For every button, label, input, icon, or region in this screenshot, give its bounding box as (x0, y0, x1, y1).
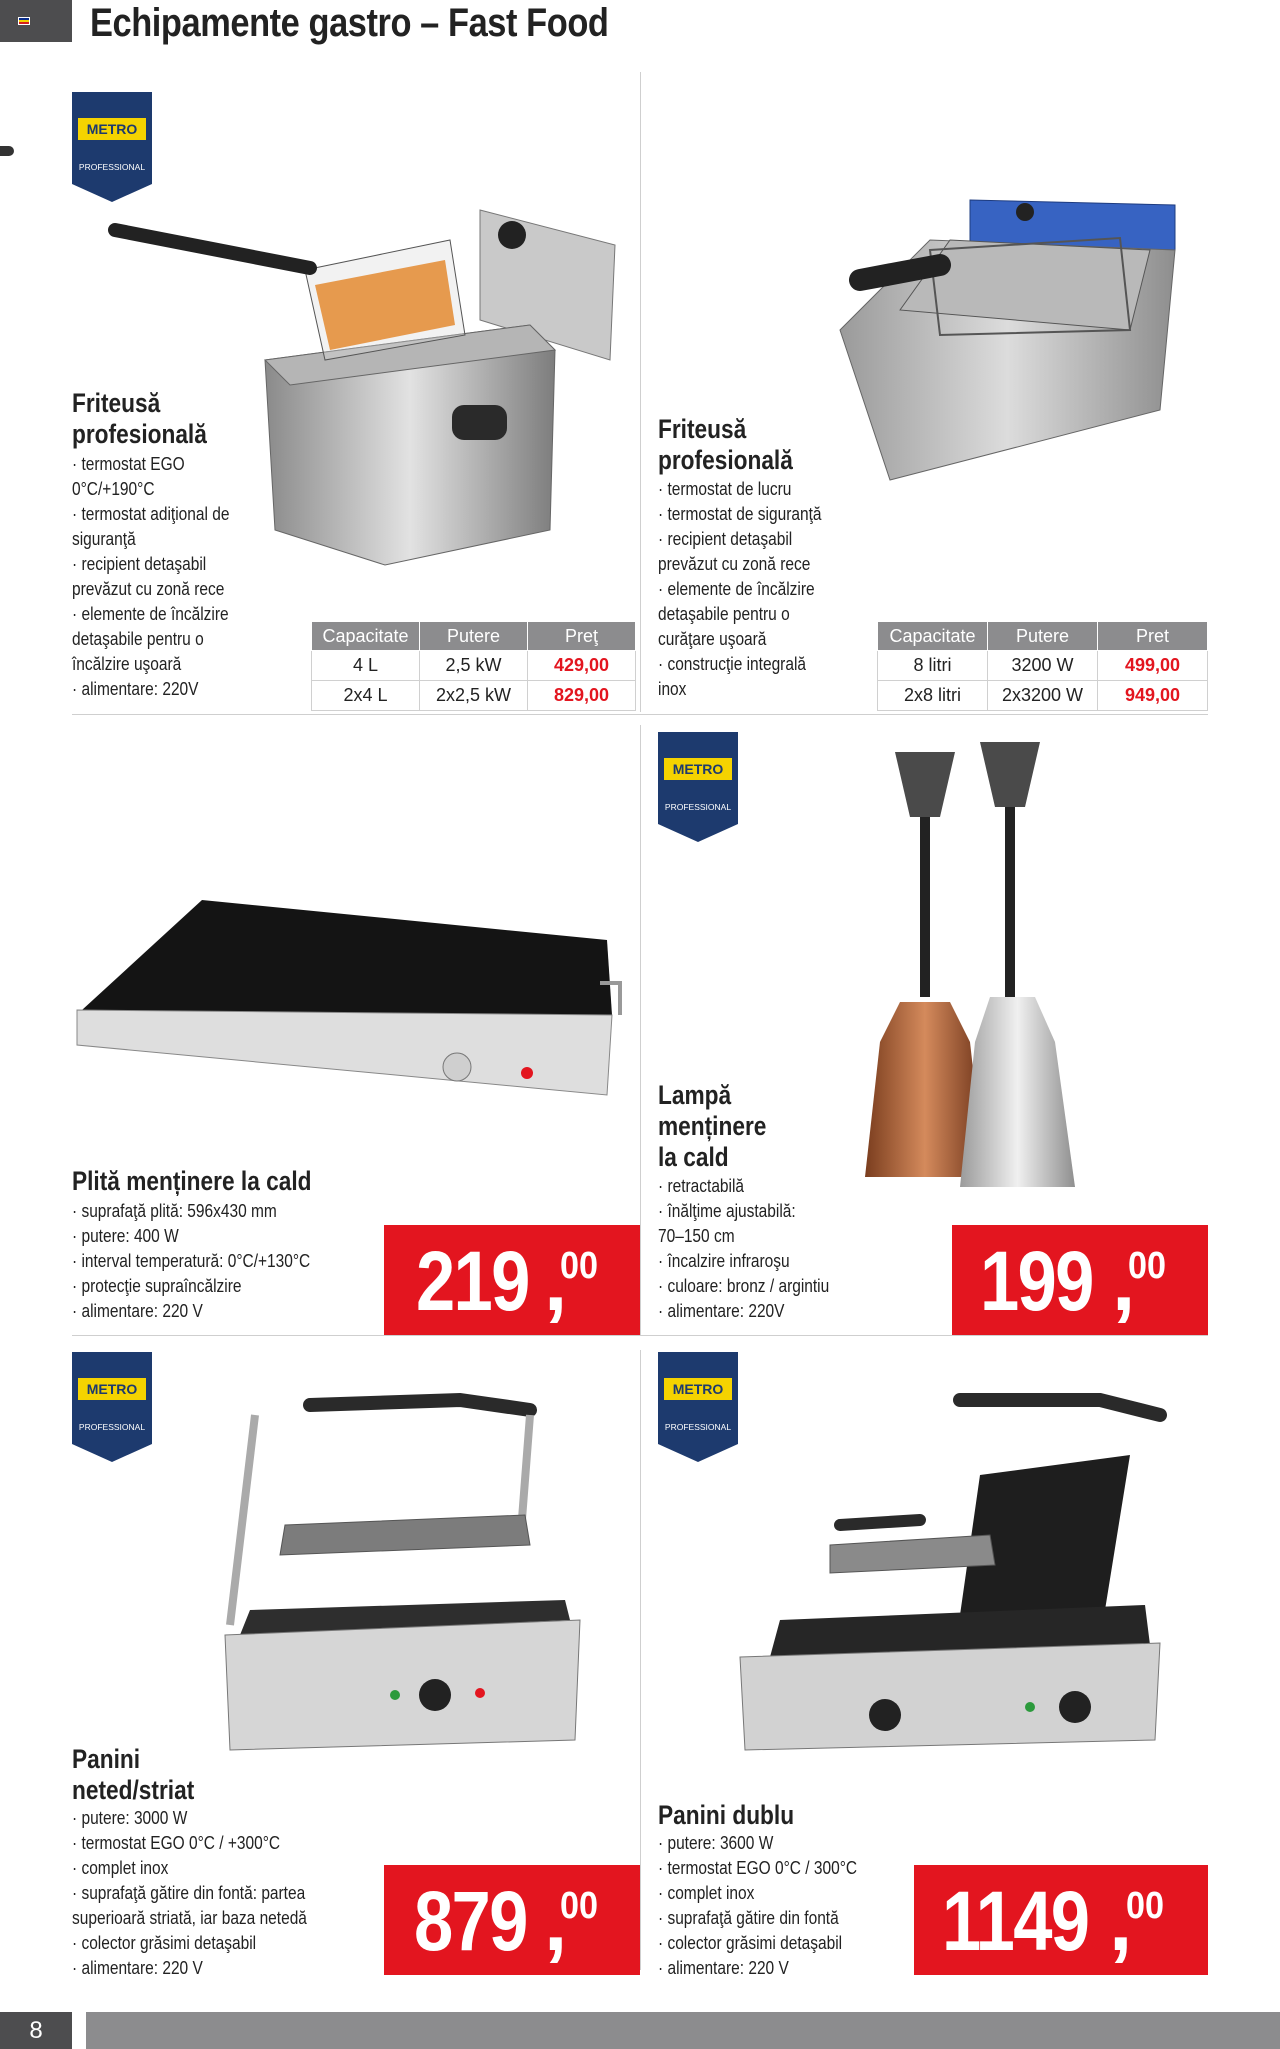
metro-logo-text: METRO (672, 761, 724, 777)
metro-logo-text: METRO (672, 1381, 724, 1397)
page-title: Echipamente gastro – Fast Food (90, 1, 609, 45)
table-cell: 8 litri (878, 651, 988, 681)
column-divider (640, 1350, 641, 1970)
metro-professional-logo (658, 1352, 738, 1462)
table-price-cell: 829,00 (528, 681, 636, 711)
product-title-fryer-2: Friteusă profesională (658, 414, 793, 475)
metro-logo-subtext: PROFESSIONAL (78, 162, 146, 172)
table-row (312, 651, 636, 681)
page-number: 8 (29, 2017, 43, 2044)
product-features-panini-double: · putere: 3600 W · termostat EGO 0°C / 300°C · complet inox · suprafaţă gătire din fontă · colector grăsimi detaşabil · alimentare: 220 V (658, 1833, 858, 1978)
metro-logo-text: METRO (86, 1381, 138, 1397)
price-decimal: 00 (1128, 1245, 1167, 1287)
product-features-warming-plate: · suprafaţă plită: 596x430 mm · putere: 400 W · interval temperatură: 0°C/+130°C · protecţie supraîncălzire · alimentare: 220 V (72, 1201, 311, 1321)
column-divider (640, 72, 641, 712)
table-cell: 2,5 kW (420, 651, 528, 681)
product-features-fryer-2: · termostat de lucru · termostat de siguranţă · recipient detaşabil prevăzut cu zonă rece · elemente de încălzire detaşabile pentru o curăţare uşoară · construcţie integrală inox (658, 479, 822, 699)
product-features-panini: · putere: 3000 W · termostat EGO 0°C / +300°C · complet inox · suprafaţă gătire din fontă: partea superioară striată, iar baza netedă · colector grăsimi detaşabil · alimentare: 220 V (72, 1808, 307, 1978)
table-row (878, 651, 1208, 681)
header-bar (0, 0, 72, 42)
table-cell: 3200 W (988, 651, 1098, 681)
product-title-fryer-1: Friteusă profesională (72, 388, 207, 449)
product-title-heat-lamp: Lampă menținere la cald (658, 1080, 767, 1172)
price-tag-panini-double (914, 1865, 1208, 1975)
row-divider (72, 1335, 1208, 1336)
table-header: Preţ (528, 622, 636, 651)
price-integer: 199 (980, 1234, 1093, 1328)
table-cell: 2x3200 W (988, 681, 1098, 711)
metro-professional-logo (72, 1352, 152, 1462)
column-divider (640, 725, 641, 1335)
table-header: Pret (1098, 622, 1208, 651)
table-cell: 2x4 L (312, 681, 420, 711)
table-row (878, 681, 1208, 711)
metro-logo-subtext: PROFESSIONAL (664, 802, 732, 812)
table-price-cell: 499,00 (1098, 651, 1208, 681)
flag-icon (18, 17, 30, 25)
row-divider (72, 714, 1208, 715)
price-decimal: 00 (1126, 1885, 1165, 1927)
table-cell: 2x2,5 kW (420, 681, 528, 711)
price-integer: 219 (416, 1234, 529, 1328)
price-tag-warming-plate (384, 1225, 640, 1335)
product-features-heat-lamp: · retractabilă · înălţime ajustabilă: 70–150 cm · încalzire infraroşu · culoare: bronz / argintiu · alimentare: 220V (658, 1176, 830, 1321)
price-decimal: 00 (560, 1245, 599, 1287)
price-decimal: 00 (560, 1885, 599, 1927)
metro-logo-subtext: PROFESSIONAL (664, 1422, 732, 1432)
product-title-warming-plate: Plită menținere la cald (72, 1166, 312, 1196)
price-integer: 1149 (942, 1874, 1089, 1968)
table-header: Putere (420, 622, 528, 651)
metro-professional-logo (658, 732, 738, 842)
product-features-fryer-1: · termostat EGO 0°C/+190°C · termostat adiţional de siguranţă · recipient detaşabil prevăzut cu zonă rece · elemente de încălzire detaşabile pentru o încălzire uşoară · alimentare: 220V (72, 454, 230, 699)
panini-double-grill-image (730, 1395, 1170, 1755)
table-cell: 2x8 litri (878, 681, 988, 711)
price-integer: 879 (414, 1874, 527, 1968)
table-header: Capacitate (312, 622, 420, 651)
metro-professional-logo (72, 92, 152, 202)
warming-plate-image (72, 895, 632, 1105)
price-comma: , (544, 1874, 568, 1968)
metro-logo-subtext: PROFESSIONAL (78, 1422, 146, 1432)
price-comma: , (1109, 1874, 1133, 1968)
edge-mark (0, 146, 14, 156)
table-cell: 4 L (312, 651, 420, 681)
heat-lamp-image (860, 742, 1110, 1197)
table-price-cell: 949,00 (1098, 681, 1208, 711)
table-header: Capacitate (878, 622, 988, 651)
price-tag-heat-lamp (952, 1225, 1208, 1335)
product-title-panini: Panini neted/striat (72, 1744, 195, 1805)
table-header: Putere (988, 622, 1098, 651)
spec-table-fryer-2 (877, 621, 1208, 711)
metro-logo-text: METRO (86, 121, 138, 137)
table-price-cell: 429,00 (528, 651, 636, 681)
price-comma: , (544, 1234, 568, 1328)
footer-bar (86, 2012, 1280, 2049)
fryer-8l-image (830, 190, 1210, 490)
price-tag-panini (384, 1865, 640, 1975)
table-row (312, 681, 636, 711)
price-comma: , (1112, 1234, 1136, 1328)
panini-grill-image (215, 1395, 590, 1755)
product-title-panini-double: Panini dublu (658, 1800, 795, 1830)
spec-table-fryer-1 (311, 621, 636, 711)
